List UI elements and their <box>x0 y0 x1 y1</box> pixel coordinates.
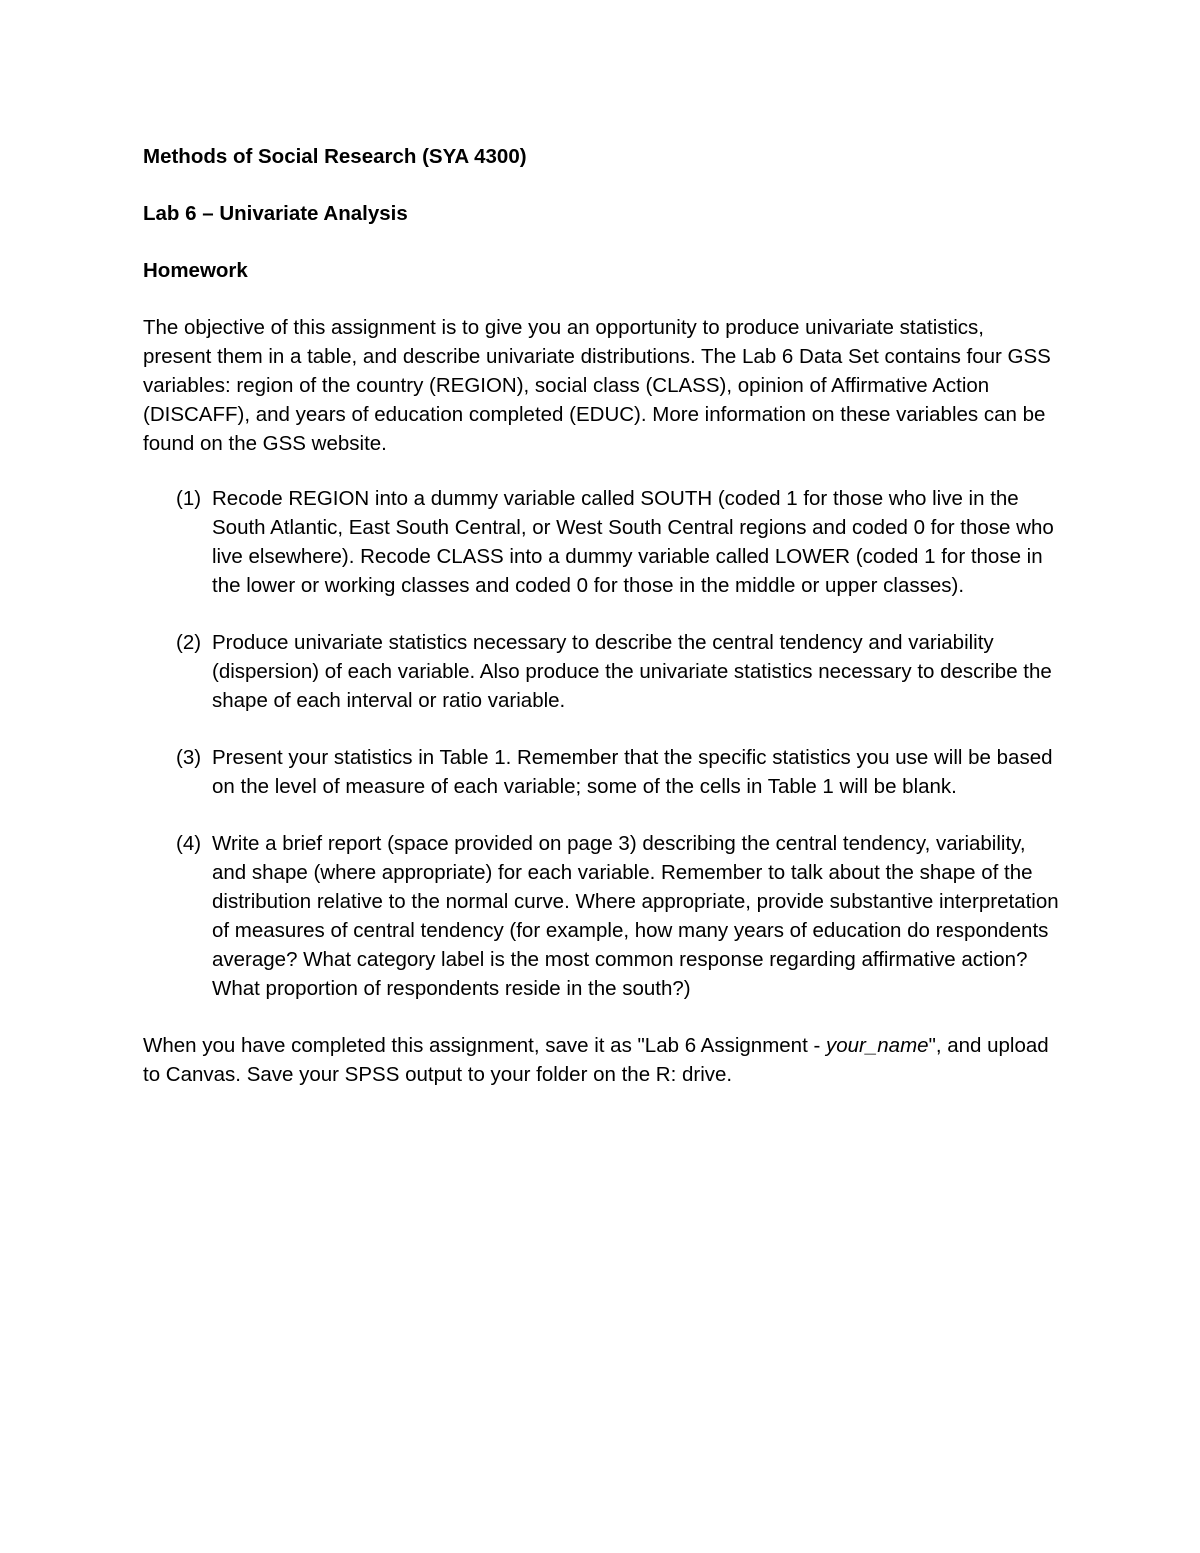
closing-text-start: When you have completed this assignment, save it as "Lab 6 Assignment - <box>143 1034 826 1057</box>
task-text: Recode REGION into a dummy variable called SOUTH (coded 1 for those who live in the South Atlantic, East South Central, or West South Central regions and coded 0 for those who live elsewhere). Recode CLASS into a dummy variable called LOWER (coded 1 for those in the lower or working classes and coded 0 for those in the middle or upper classes). <box>212 487 1054 597</box>
task-item-1 <box>143 484 1062 600</box>
section-heading: Homework <box>143 259 248 282</box>
task-item-3 <box>143 743 1062 801</box>
task-number: (2) <box>176 631 202 654</box>
task-text: Present your statistics in Table 1. Remember that the specific statistics you use will be based on the level of measure of each variable; some of the cells in Table 1 will be blank. <box>212 746 1053 798</box>
task-item-4 <box>143 829 1062 1003</box>
task-text: Produce univariate statistics necessary to describe the central tendency and variability (dispersion) of each variable. Also produce the univariate statistics necessary to describe the shape of each interval or ratio variable. <box>212 631 1052 712</box>
task-number: (3) <box>176 746 202 769</box>
task-number: (1) <box>176 487 202 510</box>
task-list <box>143 484 1073 1003</box>
course-title: Methods of Social Research (SYA 4300) <box>143 145 527 168</box>
name-placeholder: your_name <box>826 1034 929 1057</box>
document-page <box>143 142 1073 1089</box>
lab-title: Lab 6 – Univariate Analysis <box>143 202 408 225</box>
closing-text-end: ", and upload to Canvas. Save your SPSS output to your folder on the R: drive. <box>143 1034 1049 1086</box>
task-item-2 <box>143 628 1062 715</box>
closing-paragraph <box>143 1031 1058 1089</box>
intro-paragraph: The objective of this assignment is to give you an opportunity to produce univariate statistics, present them in a table, and describe univariate distributions. The Lab 6 Data Set contains four GSS variables: region of the country (REGION), social class (CLASS), opinion of Affirmative Action (DISCAFF), and years of education completed (EDUC). More information on these variables can be found on the GSS website. <box>143 316 1051 455</box>
task-text: Write a brief report (space provided on page 3) describing the central tendency, variability, and shape (where appropriate) for each variable. Remember to talk about the shape of the distribution relative to the normal curve. Where appropriate, provide substantive interpretation of measures of central tendency (for example, how many years of education do respondents average? What category label is the most common response regarding affirmative action? What proportion of respondents reside in the south?) <box>212 832 1059 1000</box>
task-number: (4) <box>176 832 202 855</box>
